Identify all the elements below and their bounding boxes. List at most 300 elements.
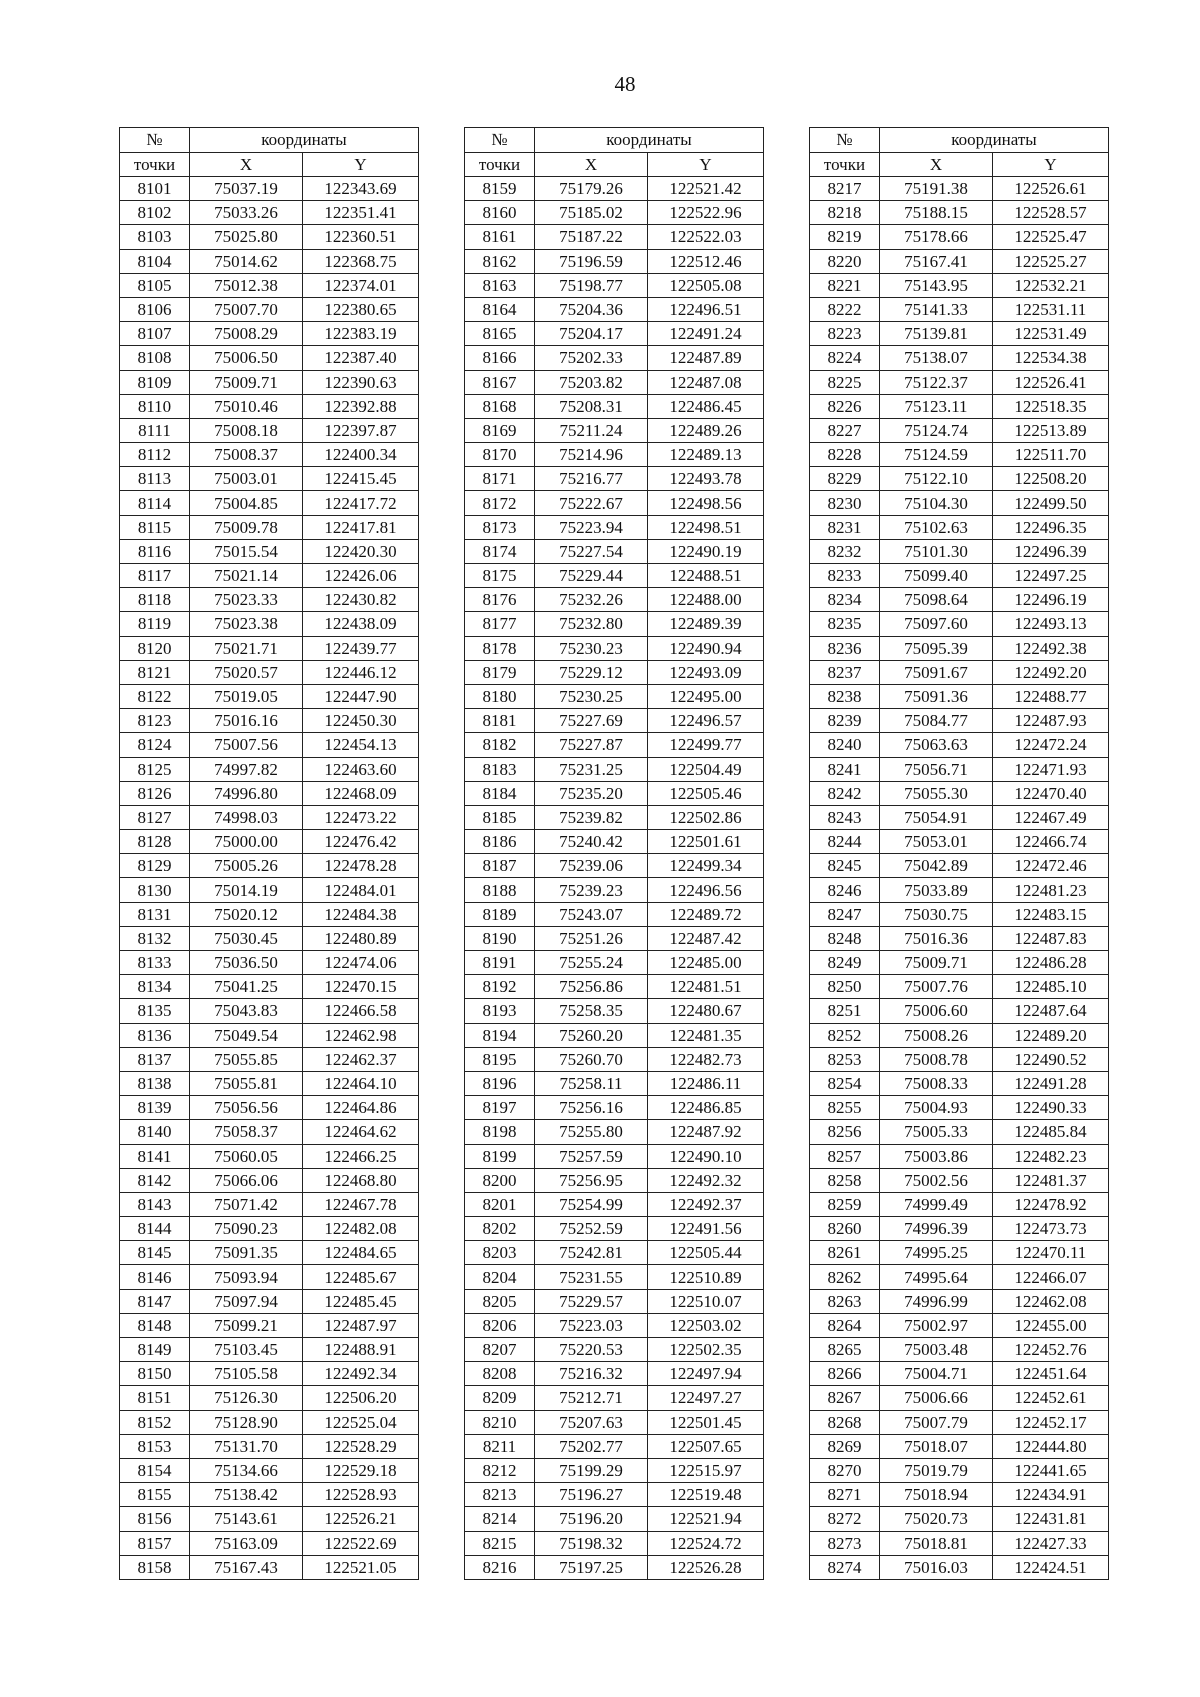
y-coordinate-cell: 122491.24	[648, 322, 764, 346]
x-coordinate-cell: 75004.85	[190, 491, 303, 515]
y-coordinate-cell: 122495.00	[648, 684, 764, 708]
point-number-cell: 8165	[465, 322, 535, 346]
y-coordinate-cell: 122510.89	[648, 1265, 764, 1289]
x-coordinate-cell: 75239.82	[535, 805, 648, 829]
point-number-cell: 8117	[120, 564, 190, 588]
point-number-cell: 8167	[465, 370, 535, 394]
x-coordinate-cell: 75131.70	[190, 1434, 303, 1458]
x-coordinate-cell: 75212.71	[535, 1386, 648, 1410]
point-number-cell: 8105	[120, 273, 190, 297]
header-coordinates: координаты	[880, 128, 1109, 153]
x-coordinate-cell: 75187.22	[535, 225, 648, 249]
y-coordinate-cell: 122528.29	[303, 1434, 419, 1458]
y-coordinate-cell: 122529.18	[303, 1458, 419, 1482]
table-row	[465, 830, 764, 854]
point-number-cell: 8205	[465, 1289, 535, 1313]
table-row	[810, 1071, 1109, 1095]
table-row	[810, 1313, 1109, 1337]
y-coordinate-cell: 122489.72	[648, 902, 764, 926]
table-row	[465, 1483, 764, 1507]
table-row	[810, 1096, 1109, 1120]
y-coordinate-cell: 122487.93	[993, 709, 1109, 733]
y-coordinate-cell: 122455.00	[993, 1313, 1109, 1337]
x-coordinate-cell: 75058.37	[190, 1120, 303, 1144]
point-number-cell: 8239	[810, 709, 880, 733]
y-coordinate-cell: 122511.70	[993, 443, 1109, 467]
x-coordinate-cell: 74996.80	[190, 781, 303, 805]
table-row	[810, 951, 1109, 975]
table-row	[810, 684, 1109, 708]
point-number-cell: 8214	[465, 1507, 535, 1531]
table-row	[120, 1120, 419, 1144]
point-number-cell: 8188	[465, 878, 535, 902]
y-coordinate-cell: 122493.78	[648, 467, 764, 491]
x-coordinate-cell: 75255.24	[535, 951, 648, 975]
y-coordinate-cell: 122387.40	[303, 346, 419, 370]
table-row	[465, 781, 764, 805]
point-number-cell: 8114	[120, 491, 190, 515]
x-coordinate-cell: 75000.00	[190, 830, 303, 854]
y-coordinate-cell: 122441.65	[993, 1458, 1109, 1482]
table-row	[465, 1410, 764, 1434]
y-coordinate-cell: 122526.41	[993, 370, 1109, 394]
point-number-cell: 8220	[810, 249, 880, 273]
table-row	[120, 467, 419, 491]
table-row	[810, 1168, 1109, 1192]
point-number-cell: 8149	[120, 1338, 190, 1362]
y-coordinate-cell: 122492.32	[648, 1168, 764, 1192]
table-row	[120, 1410, 419, 1434]
y-coordinate-cell: 122526.28	[648, 1555, 764, 1579]
x-coordinate-cell: 75018.94	[880, 1483, 993, 1507]
table-row	[465, 951, 764, 975]
y-coordinate-cell: 122426.06	[303, 564, 419, 588]
point-number-cell: 8119	[120, 612, 190, 636]
y-coordinate-cell: 122491.56	[648, 1217, 764, 1241]
point-number-cell: 8181	[465, 709, 535, 733]
x-coordinate-cell: 75006.50	[190, 346, 303, 370]
x-coordinate-cell: 75197.25	[535, 1555, 648, 1579]
x-coordinate-cell: 74999.49	[880, 1192, 993, 1216]
x-coordinate-cell: 75008.37	[190, 443, 303, 467]
point-number-cell: 8208	[465, 1362, 535, 1386]
point-number-cell: 8123	[120, 709, 190, 733]
y-coordinate-cell: 122486.45	[648, 394, 764, 418]
table-row	[120, 1023, 419, 1047]
table-row	[120, 830, 419, 854]
point-number-cell: 8107	[120, 322, 190, 346]
y-coordinate-cell: 122451.64	[993, 1362, 1109, 1386]
table-row	[810, 1362, 1109, 1386]
table-row	[465, 805, 764, 829]
x-coordinate-cell: 75054.91	[880, 805, 993, 829]
x-coordinate-cell: 75055.30	[880, 781, 993, 805]
point-number-cell: 8217	[810, 177, 880, 201]
point-number-cell: 8140	[120, 1120, 190, 1144]
table-row	[810, 491, 1109, 515]
table-row	[465, 757, 764, 781]
header-x: X	[190, 152, 303, 177]
table-row	[120, 757, 419, 781]
table-row	[465, 539, 764, 563]
table-row	[465, 1555, 764, 1579]
point-number-cell: 8244	[810, 830, 880, 854]
x-coordinate-cell: 75008.33	[880, 1071, 993, 1095]
point-number-cell: 8200	[465, 1168, 535, 1192]
x-coordinate-cell: 75258.35	[535, 999, 648, 1023]
y-coordinate-cell: 122488.51	[648, 564, 764, 588]
y-coordinate-cell: 122417.81	[303, 515, 419, 539]
point-number-cell: 8147	[120, 1289, 190, 1313]
x-coordinate-cell: 75126.30	[190, 1386, 303, 1410]
coordinates-table-1	[119, 127, 419, 1580]
x-coordinate-cell: 75123.11	[880, 394, 993, 418]
x-coordinate-cell: 75091.36	[880, 684, 993, 708]
x-coordinate-cell: 75167.41	[880, 249, 993, 273]
y-coordinate-cell: 122452.76	[993, 1338, 1109, 1362]
x-coordinate-cell: 75066.06	[190, 1168, 303, 1192]
table-row	[465, 1217, 764, 1241]
table-row	[810, 878, 1109, 902]
table-row	[810, 733, 1109, 757]
x-coordinate-cell: 75099.21	[190, 1313, 303, 1337]
y-coordinate-cell: 122487.97	[303, 1313, 419, 1337]
point-number-cell: 8251	[810, 999, 880, 1023]
table-row	[810, 709, 1109, 733]
table-row	[120, 394, 419, 418]
point-number-cell: 8216	[465, 1555, 535, 1579]
y-coordinate-cell: 122515.97	[648, 1458, 764, 1482]
x-coordinate-cell: 75196.59	[535, 249, 648, 273]
x-coordinate-cell: 75229.57	[535, 1289, 648, 1313]
point-number-cell: 8174	[465, 539, 535, 563]
table-row	[465, 1362, 764, 1386]
y-coordinate-cell: 122496.19	[993, 588, 1109, 612]
y-coordinate-cell: 122490.94	[648, 636, 764, 660]
table-row	[465, 636, 764, 660]
point-number-cell: 8158	[120, 1555, 190, 1579]
y-coordinate-cell: 122438.09	[303, 612, 419, 636]
x-coordinate-cell: 75030.75	[880, 902, 993, 926]
table-row	[465, 1241, 764, 1265]
x-coordinate-cell: 74995.25	[880, 1241, 993, 1265]
table-row	[810, 1023, 1109, 1047]
x-coordinate-cell: 74998.03	[190, 805, 303, 829]
table-row	[465, 1047, 764, 1071]
point-number-cell: 8179	[465, 660, 535, 684]
table-body	[120, 177, 419, 1580]
point-number-cell: 8254	[810, 1071, 880, 1095]
x-coordinate-cell: 75018.81	[880, 1531, 993, 1555]
point-number-cell: 8232	[810, 539, 880, 563]
y-coordinate-cell: 122439.77	[303, 636, 419, 660]
point-number-cell: 8264	[810, 1313, 880, 1337]
table-row	[120, 660, 419, 684]
table-row	[810, 1047, 1109, 1071]
table-row	[465, 418, 764, 442]
point-number-cell: 8247	[810, 902, 880, 926]
x-coordinate-cell: 75014.62	[190, 249, 303, 273]
point-number-cell: 8177	[465, 612, 535, 636]
table-row	[465, 1071, 764, 1095]
y-coordinate-cell: 122485.00	[648, 951, 764, 975]
table-row	[810, 418, 1109, 442]
table-row	[810, 1531, 1109, 1555]
point-number-cell: 8132	[120, 926, 190, 950]
point-number-cell: 8138	[120, 1071, 190, 1095]
x-coordinate-cell: 75033.26	[190, 201, 303, 225]
x-coordinate-cell: 75231.55	[535, 1265, 648, 1289]
header-coordinates: координаты	[535, 128, 764, 153]
table-row	[120, 225, 419, 249]
table-row	[120, 1192, 419, 1216]
x-coordinate-cell: 75025.80	[190, 225, 303, 249]
point-number-cell: 8101	[120, 177, 190, 201]
point-number-cell: 8271	[810, 1483, 880, 1507]
y-coordinate-cell: 122464.62	[303, 1120, 419, 1144]
y-coordinate-cell: 122491.28	[993, 1071, 1109, 1095]
y-coordinate-cell: 122505.08	[648, 273, 764, 297]
y-coordinate-cell: 122470.15	[303, 975, 419, 999]
table-row	[120, 297, 419, 321]
point-number-cell: 8198	[465, 1120, 535, 1144]
x-coordinate-cell: 75208.31	[535, 394, 648, 418]
y-coordinate-cell: 122518.35	[993, 394, 1109, 418]
y-coordinate-cell: 122374.01	[303, 273, 419, 297]
point-number-cell: 8124	[120, 733, 190, 757]
x-coordinate-cell: 75232.80	[535, 612, 648, 636]
x-coordinate-cell: 75227.54	[535, 539, 648, 563]
table-row	[465, 1313, 764, 1337]
header-x: X	[880, 152, 993, 177]
point-number-cell: 8213	[465, 1483, 535, 1507]
table-row	[810, 273, 1109, 297]
table-row	[120, 951, 419, 975]
point-number-cell: 8130	[120, 878, 190, 902]
table-row	[465, 878, 764, 902]
page-number: 48	[614, 72, 636, 96]
table-row	[120, 1144, 419, 1168]
point-number-cell: 8113	[120, 467, 190, 491]
point-number-cell: 8268	[810, 1410, 880, 1434]
y-coordinate-cell: 122502.86	[648, 805, 764, 829]
table-row	[120, 539, 419, 563]
x-coordinate-cell: 75239.06	[535, 854, 648, 878]
table-row	[810, 225, 1109, 249]
table-row	[810, 443, 1109, 467]
table-row	[465, 491, 764, 515]
y-coordinate-cell: 122490.19	[648, 539, 764, 563]
y-coordinate-cell: 122390.63	[303, 370, 419, 394]
x-coordinate-cell: 75015.54	[190, 539, 303, 563]
y-coordinate-cell: 122487.83	[993, 926, 1109, 950]
table-row	[810, 1217, 1109, 1241]
y-coordinate-cell: 122521.05	[303, 1555, 419, 1579]
y-coordinate-cell: 122478.92	[993, 1192, 1109, 1216]
x-coordinate-cell: 75138.42	[190, 1483, 303, 1507]
x-coordinate-cell: 75239.23	[535, 878, 648, 902]
point-number-cell: 8103	[120, 225, 190, 249]
y-coordinate-cell: 122498.51	[648, 515, 764, 539]
y-coordinate-cell: 122524.72	[648, 1531, 764, 1555]
x-coordinate-cell: 75008.78	[880, 1047, 993, 1071]
point-number-cell: 8110	[120, 394, 190, 418]
x-coordinate-cell: 75043.83	[190, 999, 303, 1023]
y-coordinate-cell: 122470.11	[993, 1241, 1109, 1265]
y-coordinate-cell: 122489.20	[993, 1023, 1109, 1047]
table-row	[810, 564, 1109, 588]
x-coordinate-cell: 75216.32	[535, 1362, 648, 1386]
point-number-cell: 8154	[120, 1458, 190, 1482]
x-coordinate-cell: 75042.89	[880, 854, 993, 878]
point-number-cell: 8161	[465, 225, 535, 249]
y-coordinate-cell: 122420.30	[303, 539, 419, 563]
point-number-cell: 8267	[810, 1386, 880, 1410]
x-coordinate-cell: 75204.17	[535, 322, 648, 346]
point-number-cell: 8261	[810, 1241, 880, 1265]
table-row	[465, 1023, 764, 1047]
point-number-cell: 8137	[120, 1047, 190, 1071]
y-coordinate-cell: 122447.90	[303, 684, 419, 708]
point-number-cell: 8157	[120, 1531, 190, 1555]
point-number-cell: 8218	[810, 201, 880, 225]
x-coordinate-cell: 75167.43	[190, 1555, 303, 1579]
point-number-cell: 8145	[120, 1241, 190, 1265]
table-row	[465, 1168, 764, 1192]
y-coordinate-cell: 122444.80	[993, 1434, 1109, 1458]
point-number-cell: 8180	[465, 684, 535, 708]
table-row	[465, 1120, 764, 1144]
y-coordinate-cell: 122499.34	[648, 854, 764, 878]
y-coordinate-cell: 122417.72	[303, 491, 419, 515]
table-row	[465, 733, 764, 757]
x-coordinate-cell: 75010.46	[190, 394, 303, 418]
table-row	[465, 684, 764, 708]
table-row	[120, 684, 419, 708]
y-coordinate-cell: 122464.86	[303, 1096, 419, 1120]
point-number-cell: 8192	[465, 975, 535, 999]
table-row	[810, 757, 1109, 781]
y-coordinate-cell: 122473.73	[993, 1217, 1109, 1241]
point-number-cell: 8249	[810, 951, 880, 975]
table-row	[465, 346, 764, 370]
y-coordinate-cell: 122489.39	[648, 612, 764, 636]
y-coordinate-cell: 122489.26	[648, 418, 764, 442]
x-coordinate-cell: 75037.19	[190, 177, 303, 201]
point-number-cell: 8189	[465, 902, 535, 926]
x-coordinate-cell: 75232.26	[535, 588, 648, 612]
table-row	[465, 999, 764, 1023]
point-number-cell: 8133	[120, 951, 190, 975]
point-number-cell: 8266	[810, 1362, 880, 1386]
y-coordinate-cell: 122492.37	[648, 1192, 764, 1216]
y-coordinate-cell: 122484.65	[303, 1241, 419, 1265]
table-row	[465, 612, 764, 636]
x-coordinate-cell: 75063.63	[880, 733, 993, 757]
x-coordinate-cell: 75256.86	[535, 975, 648, 999]
y-coordinate-cell: 122531.49	[993, 322, 1109, 346]
x-coordinate-cell: 74995.64	[880, 1265, 993, 1289]
y-coordinate-cell: 122522.69	[303, 1531, 419, 1555]
y-coordinate-cell: 122463.60	[303, 757, 419, 781]
table-row	[120, 1555, 419, 1579]
y-coordinate-cell: 122480.67	[648, 999, 764, 1023]
header-y: Y	[648, 152, 764, 177]
point-number-cell: 8127	[120, 805, 190, 829]
point-number-cell: 8210	[465, 1410, 535, 1434]
point-number-cell: 8221	[810, 273, 880, 297]
point-number-cell: 8230	[810, 491, 880, 515]
x-coordinate-cell: 75041.25	[190, 975, 303, 999]
point-number-cell: 8141	[120, 1144, 190, 1168]
point-number-cell: 8269	[810, 1434, 880, 1458]
point-number-cell: 8237	[810, 660, 880, 684]
y-coordinate-cell: 122466.74	[993, 830, 1109, 854]
x-coordinate-cell: 75240.42	[535, 830, 648, 854]
table-row	[120, 854, 419, 878]
y-coordinate-cell: 122525.27	[993, 249, 1109, 273]
y-coordinate-cell: 122496.39	[993, 539, 1109, 563]
y-coordinate-cell: 122488.00	[648, 588, 764, 612]
x-coordinate-cell: 75230.23	[535, 636, 648, 660]
y-coordinate-cell: 122510.07	[648, 1289, 764, 1313]
header-coordinates: координаты	[190, 128, 419, 153]
x-coordinate-cell: 75091.35	[190, 1241, 303, 1265]
point-number-cell: 8211	[465, 1434, 535, 1458]
x-coordinate-cell: 75019.79	[880, 1458, 993, 1482]
y-coordinate-cell: 122513.89	[993, 418, 1109, 442]
y-coordinate-cell: 122466.07	[993, 1265, 1109, 1289]
point-number-cell: 8176	[465, 588, 535, 612]
x-coordinate-cell: 75143.61	[190, 1507, 303, 1531]
table-row	[465, 709, 764, 733]
x-coordinate-cell: 75005.33	[880, 1120, 993, 1144]
table-row	[810, 830, 1109, 854]
x-coordinate-cell: 75053.01	[880, 830, 993, 854]
header-point: точки	[120, 152, 190, 177]
x-coordinate-cell: 75006.66	[880, 1386, 993, 1410]
point-number-cell: 8265	[810, 1338, 880, 1362]
y-coordinate-cell: 122522.03	[648, 225, 764, 249]
table-row	[120, 1265, 419, 1289]
x-coordinate-cell: 75095.39	[880, 636, 993, 660]
y-coordinate-cell: 122343.69	[303, 177, 419, 201]
y-coordinate-cell: 122484.38	[303, 902, 419, 926]
point-number-cell: 8185	[465, 805, 535, 829]
y-coordinate-cell: 122493.13	[993, 612, 1109, 636]
y-coordinate-cell: 122526.61	[993, 177, 1109, 201]
x-coordinate-cell: 75016.36	[880, 926, 993, 950]
x-coordinate-cell: 75202.77	[535, 1434, 648, 1458]
x-coordinate-cell: 75254.99	[535, 1192, 648, 1216]
table-row	[120, 322, 419, 346]
point-number-cell: 8241	[810, 757, 880, 781]
table-row	[120, 636, 419, 660]
x-coordinate-cell: 75227.69	[535, 709, 648, 733]
table-row	[810, 1144, 1109, 1168]
x-coordinate-cell: 75020.57	[190, 660, 303, 684]
point-number-cell: 8109	[120, 370, 190, 394]
y-coordinate-cell: 122497.25	[993, 564, 1109, 588]
table-row	[810, 297, 1109, 321]
table-row	[465, 1289, 764, 1313]
table-row	[810, 1483, 1109, 1507]
y-coordinate-cell: 122528.93	[303, 1483, 419, 1507]
x-coordinate-cell: 75128.90	[190, 1410, 303, 1434]
y-coordinate-cell: 122521.94	[648, 1507, 764, 1531]
y-coordinate-cell: 122462.08	[993, 1289, 1109, 1313]
x-coordinate-cell: 75179.26	[535, 177, 648, 201]
